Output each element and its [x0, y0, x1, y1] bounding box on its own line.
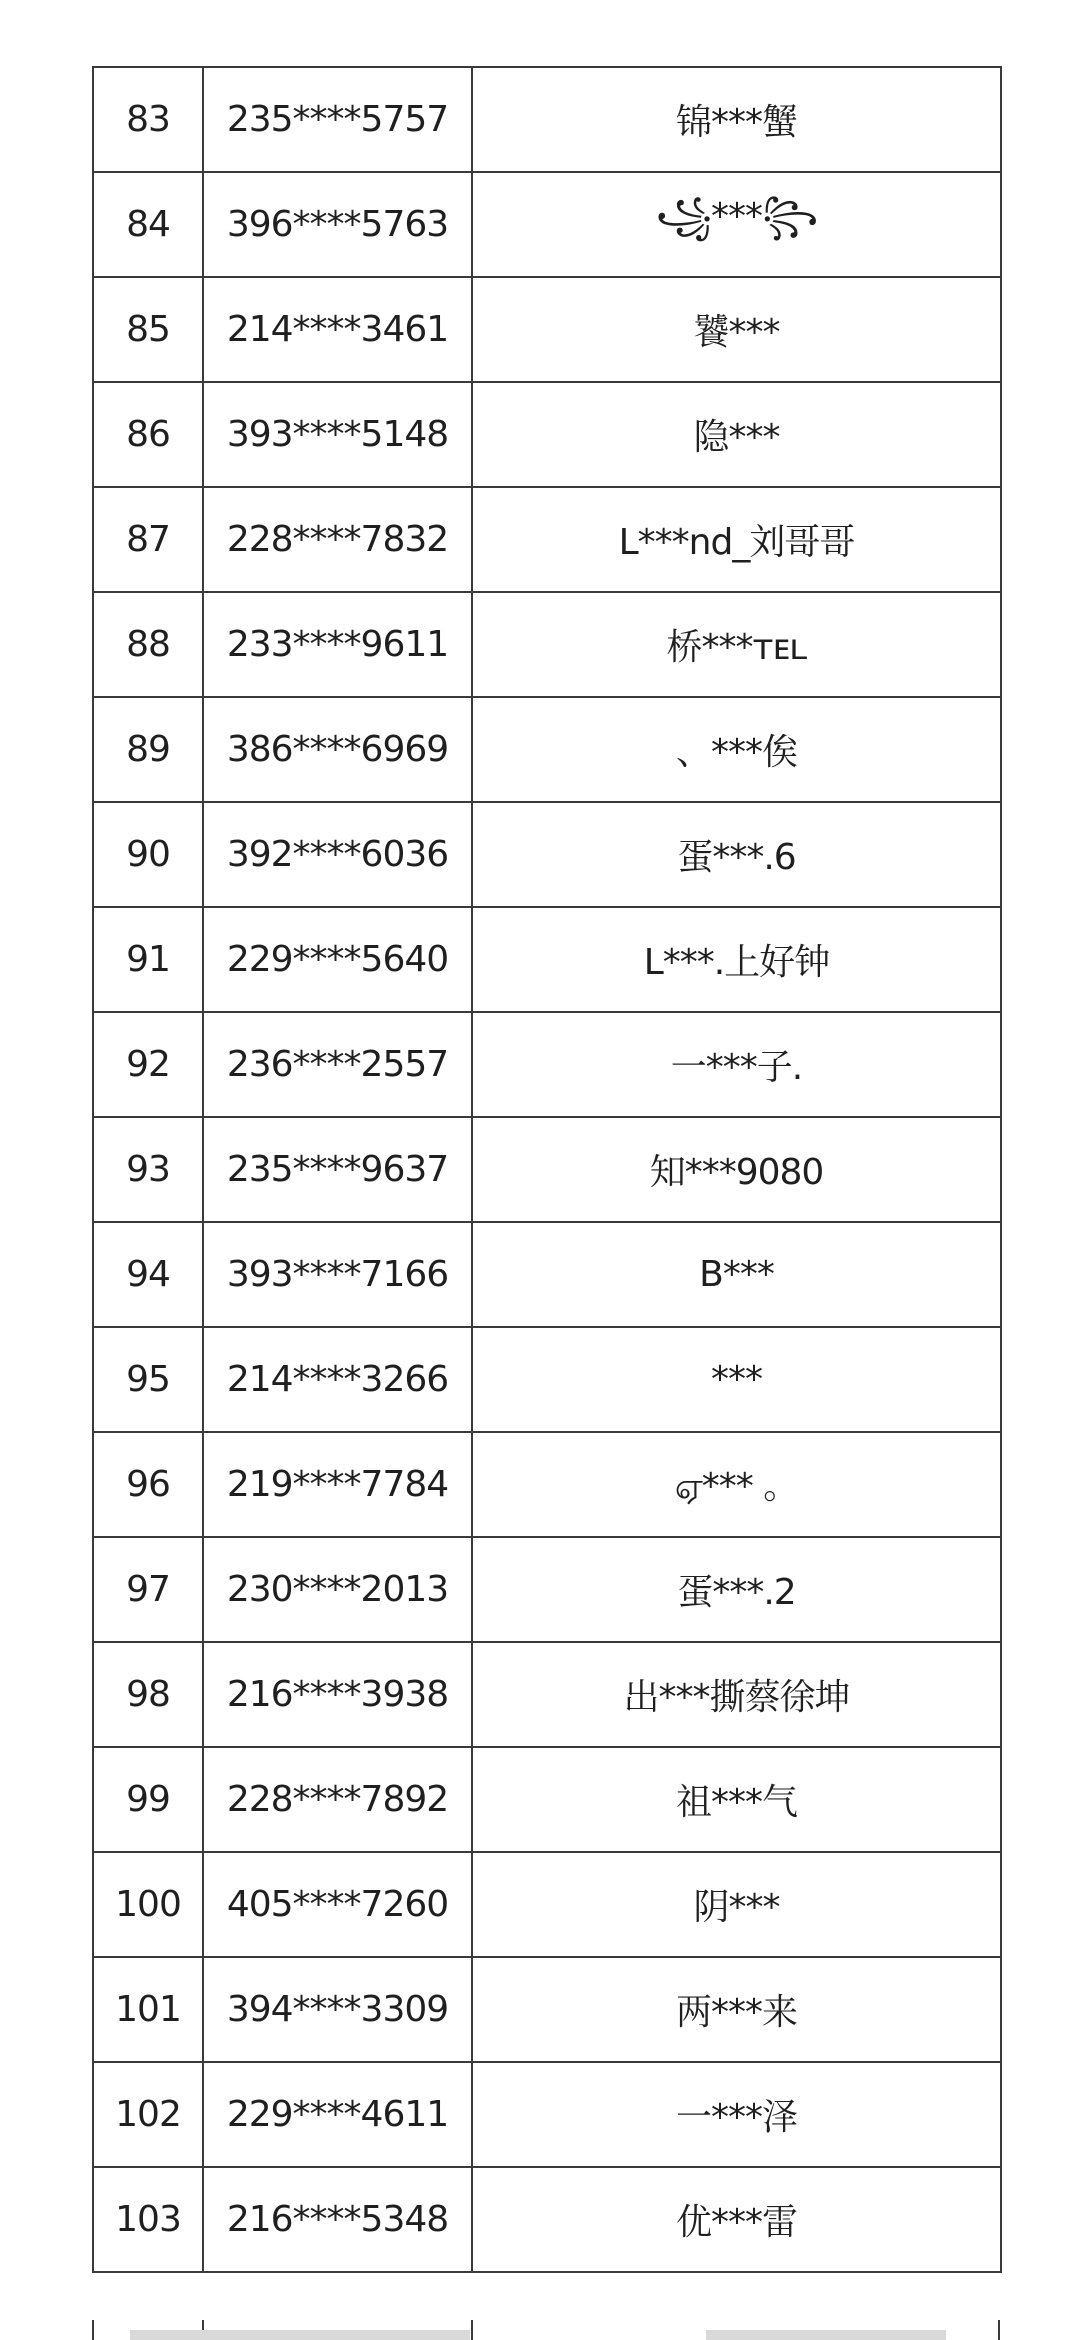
rank-cell: 93	[93, 1117, 203, 1222]
table-row	[93, 1537, 1001, 1642]
user-id-cell: 392****6036	[203, 802, 472, 907]
nickname-cell: 两***来	[472, 1957, 1001, 2062]
table-row	[93, 277, 1001, 382]
nickname-cell: 饕***	[472, 277, 1001, 382]
user-id-cell: 405****7260	[203, 1852, 472, 1957]
column-divider	[471, 2320, 473, 2340]
nickname-cell: 桥***ᴛᴇʟ	[472, 592, 1001, 697]
user-id-cell: 393****7166	[203, 1222, 472, 1327]
nickname-cell: ꧁***꧂	[472, 172, 1001, 277]
user-id-cell: 228****7832	[203, 487, 472, 592]
table-row	[93, 1747, 1001, 1852]
rank-cell: 95	[93, 1327, 203, 1432]
rank-cell: 86	[93, 382, 203, 487]
table-row	[93, 382, 1001, 487]
nickname-cell: 隐***	[472, 382, 1001, 487]
rank-cell: 91	[93, 907, 203, 1012]
nickname-cell: 优***雷	[472, 2167, 1001, 2272]
user-id-cell: 235****5757	[203, 67, 472, 172]
nickname-cell: 出***撕蔡徐坤	[472, 1642, 1001, 1747]
rank-cell: 103	[93, 2167, 203, 2272]
user-id-cell: 393****5148	[203, 382, 472, 487]
nickname-cell: 蛋***.6	[472, 802, 1001, 907]
nickname-cell: L***nd_刘哥哥	[472, 487, 1001, 592]
nickname-cell: 锦***蟹	[472, 67, 1001, 172]
rank-cell: 102	[93, 2062, 203, 2167]
shaded-cell	[130, 2330, 470, 2340]
rank-cell: 96	[93, 1432, 203, 1537]
rank-cell: 101	[93, 1957, 203, 2062]
rank-cell: 87	[93, 487, 203, 592]
table-row	[93, 907, 1001, 1012]
user-id-cell: 229****4611	[203, 2062, 472, 2167]
nickname-cell: ***	[472, 1327, 1001, 1432]
nickname-cell: L***.上好钟	[472, 907, 1001, 1012]
nickname-cell: 蛋***.2	[472, 1537, 1001, 1642]
user-id-cell: 236****2557	[203, 1012, 472, 1117]
rank-cell: 88	[93, 592, 203, 697]
user-id-cell: 228****7892	[203, 1747, 472, 1852]
winners-table-container	[92, 66, 1000, 2273]
user-id-cell: 216****5348	[203, 2167, 472, 2272]
rank-cell: 83	[93, 67, 203, 172]
table-row	[93, 172, 1001, 277]
table-row	[93, 1852, 1001, 1957]
rank-cell: 90	[93, 802, 203, 907]
nickname-cell: 、***俟	[472, 697, 1001, 802]
user-id-cell: 214****3461	[203, 277, 472, 382]
table-row	[93, 1432, 1001, 1537]
table-row	[93, 67, 1001, 172]
table-row	[93, 802, 1001, 907]
rank-cell: 98	[93, 1642, 203, 1747]
table-row	[93, 1012, 1001, 1117]
user-id-cell: 216****3938	[203, 1642, 472, 1747]
user-id-cell: 214****3266	[203, 1327, 472, 1432]
table-row	[93, 2167, 1001, 2272]
rank-cell: 84	[93, 172, 203, 277]
rank-cell: 97	[93, 1537, 203, 1642]
table-row-partial	[92, 2320, 1000, 2340]
table-row	[93, 2062, 1001, 2167]
table-row	[93, 1117, 1001, 1222]
rank-cell: 92	[93, 1012, 203, 1117]
user-id-cell: 235****9637	[203, 1117, 472, 1222]
nickname-cell: B***	[472, 1222, 1001, 1327]
user-id-cell: 230****2013	[203, 1537, 472, 1642]
table-row	[93, 1222, 1001, 1327]
nickname-cell: ஏ*** 。	[472, 1432, 1001, 1537]
rank-cell: 100	[93, 1852, 203, 1957]
rank-cell: 89	[93, 697, 203, 802]
user-id-cell: 219****7784	[203, 1432, 472, 1537]
nickname-cell: 一***泽	[472, 2062, 1001, 2167]
nickname-cell: 阴***	[472, 1852, 1001, 1957]
table-row	[93, 1957, 1001, 2062]
nickname-cell: 知***9080	[472, 1117, 1001, 1222]
table-row	[93, 1642, 1001, 1747]
user-id-cell: 229****5640	[203, 907, 472, 1012]
nickname-cell: 一***子.	[472, 1012, 1001, 1117]
rank-cell: 99	[93, 1747, 203, 1852]
table-row	[93, 487, 1001, 592]
nickname-cell: 祖***气	[472, 1747, 1001, 1852]
user-id-cell: 386****6969	[203, 697, 472, 802]
shaded-cell	[706, 2330, 946, 2340]
table-row	[93, 697, 1001, 802]
table-row	[93, 1327, 1001, 1432]
rank-cell: 85	[93, 277, 203, 382]
user-id-cell: 396****5763	[203, 172, 472, 277]
user-id-cell: 233****9611	[203, 592, 472, 697]
user-id-cell: 394****3309	[203, 1957, 472, 2062]
table-row	[93, 592, 1001, 697]
winners-table	[92, 66, 1002, 2273]
rank-cell: 94	[93, 1222, 203, 1327]
